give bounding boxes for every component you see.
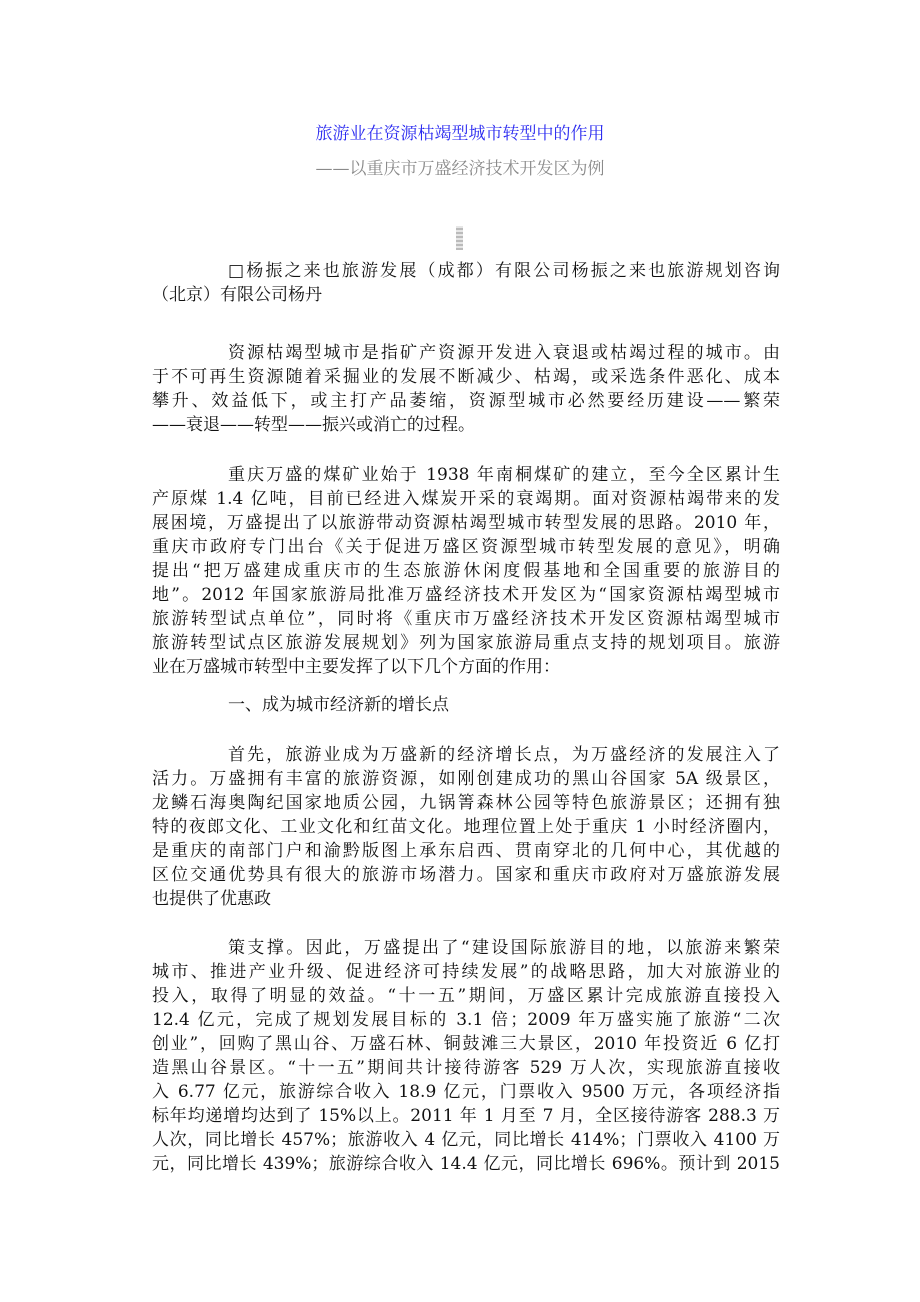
text-line: 于不可再生资源随着采掘业的发展不断减少、枯竭，或采选条件恶化、成本 [152,367,780,387]
text-line: 投入，取得了明显的效益。“十一五”期间，万盛区累计完成旅游直接投入 [152,986,780,1006]
text-line: 重庆万盛的煤矿业始于 1938 年南桐煤矿的建立，至今全区累计生 [228,465,780,485]
text-line: 人次，同比增长 457%；旅游收入 4 亿元，同比增长 414%；门票收入 4100 万 [152,1130,780,1150]
text-line: 一、成为城市经济新的增长点 [228,695,449,715]
author-line [152,259,780,307]
section-heading [152,693,780,717]
paragraph-intro [152,341,780,437]
text-line: 资源枯竭型城市是指矿产资源开发进入衰退或枯竭过程的城市。由 [228,343,780,363]
text-line: 城市、推进产业升级、促进经济可持续发展”的战略思路，加大对旅游业的 [152,962,780,982]
text-line: 12.4 亿元，完成了规划发展目标的 3.1 倍；2009 年万盛实施了旅游“二次 [152,1010,780,1030]
text-line: ——衰退——转型——振兴或消亡的过程。 [152,415,475,435]
paragraph-background [152,463,780,679]
text-line: 首先，旅游业成为万盛新的经济增长点，为万盛经济的发展注入了 [228,745,780,765]
placeholder-image [456,226,463,250]
text-line: 是重庆的南部门户和渝黔版图上承东启西、贯南穿北的几何中心，其优越的 [152,841,780,861]
text-line: 活力。万盛拥有丰富的旅游资源，如刚创建成功的黑山谷国家 5A 级景区， [152,769,780,789]
text-line: 入 6.77 亿元，旅游综合收入 18.9 亿元，门票收入 9500 万元，各项经济指 [152,1082,780,1102]
text-line: 攀升、效益低下，或主打产品萎缩，资源型城市必然要经历建设——繁荣 [152,391,780,411]
text-line: 龙鳞石海奥陶纪国家地质公园，九锅箐森林公园等特色旅游景区；还拥有独 [152,793,780,813]
document-title: 旅游业在资源枯竭型城市转型中的作用 [315,124,605,144]
text-line: 元，同比增长 439%；旅游综合收入 14.4 亿元，同比增长 696%。预计到 2015 [152,1154,780,1174]
text-line: 旅游转型试点单位”，同时将《重庆市万盛经济技术开发区资源枯竭型城市 [152,609,780,629]
text-line: 创业”，回购了黑山谷、万盛石林、铜鼓滩三大景区，2010 年投资近 6 亿打 [152,1034,780,1054]
text-line: 提出“把万盛建成重庆市的生态旅游休闲度假基地和全国重要的旅游目的 [152,561,780,581]
text-line: 重庆市政府专门出台《关于促进万盛区资源型城市转型发展的意见》，明确 [152,537,780,557]
text-line: 展困境，万盛提出了以旅游带动资源枯竭型城市转型发展的思路。2010 年， [152,513,780,533]
text-line: 旅游转型试点区旅游发展规划》列为国家旅游局重点支持的规划项目。旅游 [152,633,780,653]
document-subtitle: ——以重庆市万盛经济技术开发区为例 [315,159,605,179]
text-line: 区位交通优势具有很大的旅游市场潜力。国家和重庆市政府对万盛旅游发展 [152,865,780,885]
text-line: 也提供了优惠政 [152,889,271,909]
text-line: 造黑山谷景区。“十一五”期间共计接待游客 529 万人次，实现旅游直接收 [152,1058,780,1078]
text-line: 地”。2012 年国家旅游局批准万盛经济技术开发区为“国家资源枯竭型城市 [152,585,780,605]
paragraph-investment [152,936,780,1176]
text-line: 标年均递增均达到了 15%以上。2011 年 1 月至 7 月，全区接待游客 288.3 万 [152,1106,780,1126]
text-line: （北京）有限公司杨丹 [152,285,322,305]
text-line: 产原煤 1.4 亿吨，目前已经进入煤炭开采的衰竭期。面对资源枯竭带来的发 [152,489,780,509]
text-line: □杨振之来也旅游发展（成都）有限公司杨振之来也旅游规划咨询 [228,261,780,281]
paragraph-growth [152,743,780,911]
text-line: 特的夜郎文化、工业文化和红苗文化。地理位置上处于重庆 1 小时经济圈内， [152,817,780,837]
text-line: 策支撑。因此，万盛提出了“建设国际旅游目的地，以旅游来繁荣 [228,938,780,958]
text-line: 业在万盛城市转型中主要发挥了以下几个方面的作用： [152,657,560,677]
